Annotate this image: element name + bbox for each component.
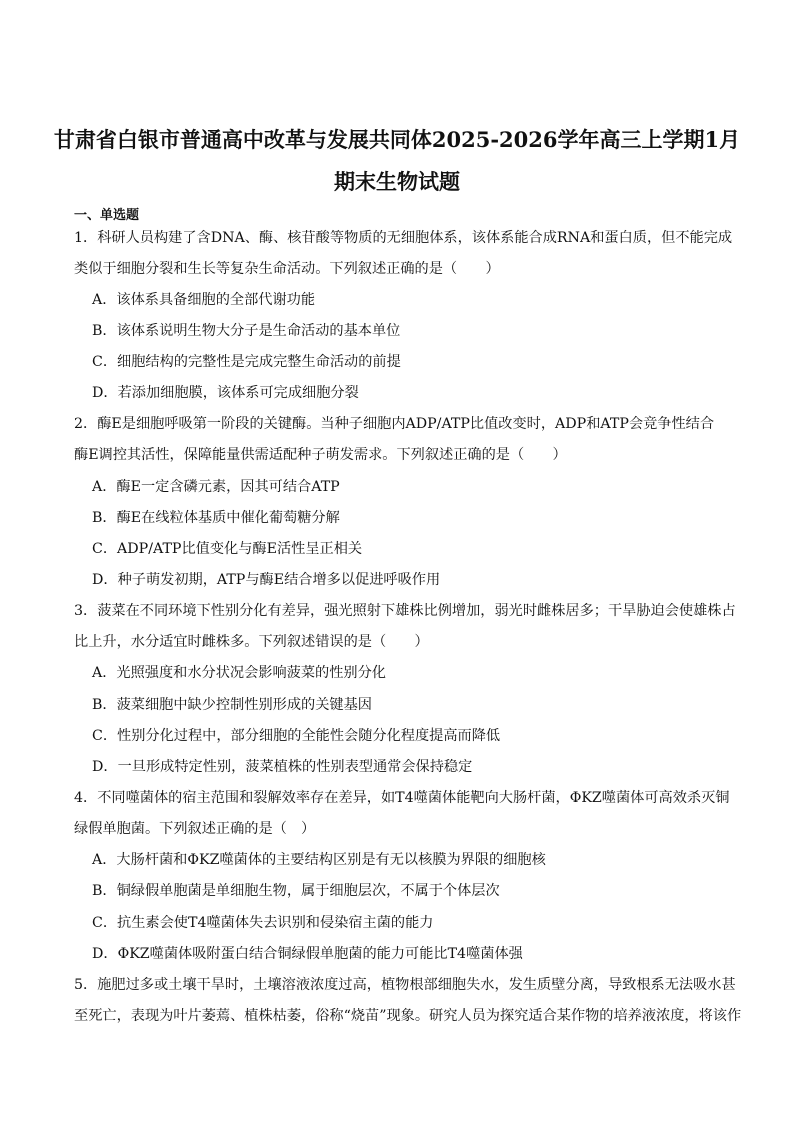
question-4-option-a: A．大肠杆菌和ΦKZ噬菌体的主要结构区别是有无以核膜为界限的细胞核 xyxy=(92,852,546,868)
question-3-stem-line-2: 比上升，水分适宜时雌株多。下列叙述错误的是（ ） xyxy=(74,634,429,650)
question-2-option-a: A．酶E一定含磷元素，因其可结合ATP xyxy=(92,479,340,495)
question-3-option-a: A．光照强度和水分状况会影响菠菜的性别分化 xyxy=(92,665,386,681)
question-1-option-d: D．若添加细胞膜，该体系可完成细胞分裂 xyxy=(92,385,359,401)
section-heading: 一、单选题 xyxy=(74,208,140,223)
question-5-stem-line-1: 5．施肥过多或土壤干旱时，土壤溶液浓度过高，植物根部细胞失水，发生质壁分离，导致根系无法吸水甚 xyxy=(74,977,736,993)
question-1-option-b: B．该体系说明生物大分子是生命活动的基本单位 xyxy=(92,323,401,339)
question-2-option-c: C．ADP/ATP比值变化与酶E活性呈正相关 xyxy=(92,541,363,557)
question-2-stem-line-1: 2．酶E是细胞呼吸第一阶段的关键酶。当种子细胞内ADP/ATP比值改变时，ADP和ATP会竞争性结合 xyxy=(74,416,715,432)
question-4-option-d: D．ΦKZ噬菌体吸附蛋白结合铜绿假单胞菌的能力可能比T4噬菌体强 xyxy=(92,946,523,962)
question-1-option-c: C．细胞结构的完整性是完成完整生命活动的前提 xyxy=(92,354,401,370)
question-2-option-b: B．酶E在线粒体基质中催化葡萄糖分解 xyxy=(92,510,340,526)
question-2-stem-line-2: 酶E调控其活性，保障能量供需适配种子萌发需求。下列叙述正确的是（ ） xyxy=(74,447,567,463)
question-2-option-d: D．种子萌发初期，ATP与酶E结合增多以促进呼吸作用 xyxy=(92,572,441,588)
question-4-stem-line-1: 4．不同噬菌体的宿主范围和裂解效率存在差异，如T4噬菌体能靶向大肠杆菌，ΦKZ噬菌体可高效杀灭铜 xyxy=(74,790,730,806)
exam-title-line-1: 甘肃省白银市普通高中改革与发展共同体2025-2026学年高三上学期1月 xyxy=(53,127,741,152)
exam-title-line-2: 期末生物试题 xyxy=(334,169,460,194)
question-1-stem-line-2: 类似于细胞分裂和生长等复杂生命活动。下列叙述正确的是（ ） xyxy=(74,261,500,277)
question-4-stem-line-2: 绿假单胞菌。下列叙述正确的是（ ） xyxy=(74,821,316,837)
question-3-option-d: D．一旦形成特定性别，菠菜植株的性别表型通常会保持稳定 xyxy=(92,759,473,775)
question-3-option-b: B．菠菜细胞中缺少控制性别形成的关键基因 xyxy=(92,697,372,713)
question-4-option-c: C．抗生素会使T4噬菌体失去识别和侵染宿主菌的能力 xyxy=(92,915,434,931)
question-1-option-a: A．该体系具备细胞的全部代谢功能 xyxy=(92,292,316,308)
question-3-option-c: C．性别分化过程中，部分细胞的全能性会随分化程度提高而降低 xyxy=(92,728,501,744)
question-3-stem-line-1: 3．菠菜在不同环境下性别分化有差异，强光照射下雄株比例增加，弱光时雌株居多；干旱胁迫会使雄株占 xyxy=(74,603,736,619)
question-5-stem-line-2: 至死亡，表现为叶片萎蔫、植株枯萎，俗称“烧苗”现象。研究人员为探究适合某作物的培养液浓度，将该作 xyxy=(74,1008,742,1024)
question-4-option-b: B．铜绿假单胞菌是单细胞生物，属于细胞层次，不属于个体层次 xyxy=(92,883,500,899)
question-1-stem-line-1: 1．科研人员构建了含DNA、酶、核苷酸等物质的无细胞体系，该体系能合成RNA和蛋白质，但不能完成 xyxy=(74,230,733,246)
